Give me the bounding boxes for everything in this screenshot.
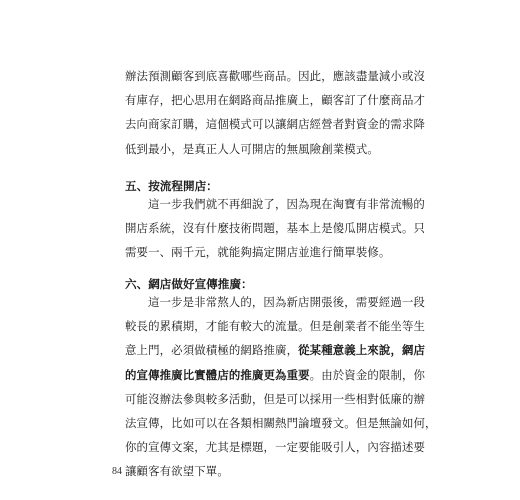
text-line: 讓顧客有欲望下單。 bbox=[125, 464, 229, 479]
text-line: 這一步我們就不再細說了，因為現在淘寶有非常流暢的 bbox=[148, 197, 425, 211]
text-span: 。由於資金的限制，你 bbox=[309, 367, 426, 382]
section-heading-6: 六、網店做好宣傳推廣： bbox=[125, 277, 253, 291]
text-line: 需要一、兩千元，就能夠搞定開店並進行簡單裝修。 bbox=[125, 245, 391, 260]
paragraph-intro bbox=[125, 64, 426, 161]
bold-text-span: 的宣傳推廣比實體店的推廣更為重要 bbox=[125, 367, 310, 382]
text-line: 法宣傳，比如可以在各類相關熱門論壇發文。但是無論如何， bbox=[125, 416, 437, 431]
text-line: 可能沒辦法參與較多活動，但是可以採用一些相對低廉的辦 bbox=[125, 391, 426, 406]
paragraph-section-6 bbox=[125, 290, 437, 484]
text-span: 意上門，必須做積極的網路推廣， bbox=[125, 343, 299, 358]
text-line: 去向商家訂購，這個模式可以讓網店經營者對資金的需求降 bbox=[125, 117, 426, 132]
text-line: 辦法預測顧客到底喜歡哪些商品。因此，應該盡量減小或沒 bbox=[125, 69, 426, 83]
text-line: 較長的累積期，才能有較大的流量。但是創業者不能坐等生 bbox=[125, 319, 426, 334]
text-line bbox=[125, 363, 426, 387]
text-line: 你的宣傳文案，尤其是標題，一定要能吸引人，內容描述要 bbox=[125, 440, 426, 455]
text-line bbox=[125, 338, 426, 362]
paragraph-section-5 bbox=[125, 192, 426, 265]
text-line: 這一步是非常熬人的，因為新店開張後，需要經過一段 bbox=[148, 295, 425, 309]
text-line: 有庫存，把心思用在網路商品推廣上，顧客訂了什麼商品才 bbox=[125, 93, 426, 108]
bold-text-span: 從某種意義上來說，網店 bbox=[298, 343, 426, 358]
page-number: 84 bbox=[112, 466, 122, 477]
text-line: 開店系統，沒有什麼技術問題，基本上是傻瓜開店模式。只 bbox=[125, 221, 426, 236]
section-heading-5: 五、按流程開店： bbox=[125, 179, 218, 193]
text-line: 低到最小，是真正人人可開店的無風險創業模式。 bbox=[125, 141, 379, 156]
